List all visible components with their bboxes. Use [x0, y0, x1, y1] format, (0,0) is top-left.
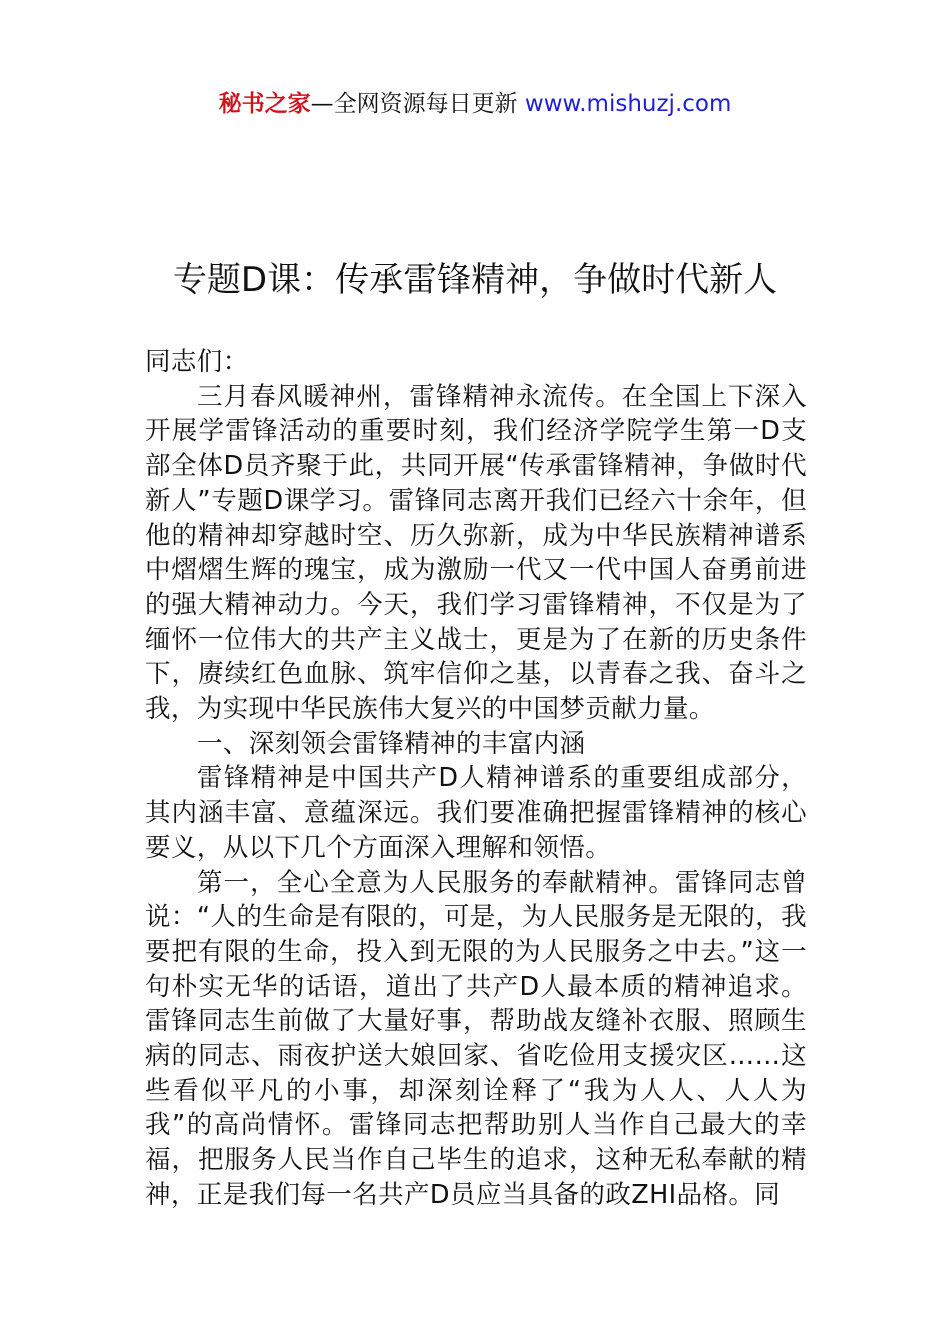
paragraph-intro: 三月春风暖神州，雷锋精神永流传。在全国上下深入开展学雷锋活动的重要时刻，我们经济学院学生第一D支部全体D员齐聚于此，共同开展“传承雷锋精神，争做时代新人”专题D课学习。雷锋同志离开我们已经六十余年，但他的精神却穿越时空、历久弥新，成为中华民族精神谱系中熠熠生辉的瑰宝，成为激励一代又一代中国人奋勇前进的强大精神动力。今天，我们学习雷锋精神，不仅是为了缅怀一位伟大的共产主义战士，更是为了在新的历史条件下，赓续红色血脉、筑牢信仰之基，以青春之我、奋斗之我，为实现中华民族伟大复兴的中国梦贡献力量。 — [145, 381, 807, 725]
site-tagline: —全网资源每日更新 — [310, 91, 518, 117]
document-title: 专题D课：传承雷锋精神，争做时代新人 — [172, 260, 778, 300]
site-url-link[interactable]: www.mishuzj.com — [524, 91, 732, 117]
site-header — [0, 88, 950, 120]
paragraph-section-intro: 雷锋精神是中国共产D人精神谱系的重要组成部分，其内涵丰富、意蕴深远。我们要准确把握雷锋精神的核心要义，从以下几个方面深入理解和领悟。 — [145, 763, 807, 863]
site-brand: 秘书之家 — [218, 91, 311, 117]
section-heading: 一、深刻领会雷锋精神的丰富内涵 — [197, 728, 586, 759]
paragraph-first-point: 第一，全心全意为人民服务的奉献精神。雷锋同志曾说：“人的生命是有限的，可是，为人民服务是无限的，我要把有限的生命，投入到无限的为人民服务之中去。”这一句朴实无华的话语，道出了共产D人最本质的精神追求。雷锋同志生前做了大量好事，帮助战友缝补衣服、照顾生病的同志、雨夜护送大娘回家、省吃俭用支援灾区……这些看似平凡的小事，却深刻诠释了“我为人人、人人为我”的高尚情怀。雷锋同志把帮助别人当作自己最大的幸福，把服务人民当作自己毕生的追求，这种无私奉献的精神，正是我们每一名共产D员应当具备的政ZHI品格。同 — [145, 867, 807, 1210]
document-body — [145, 345, 807, 1213]
salutation: 同志们： — [145, 347, 249, 377]
